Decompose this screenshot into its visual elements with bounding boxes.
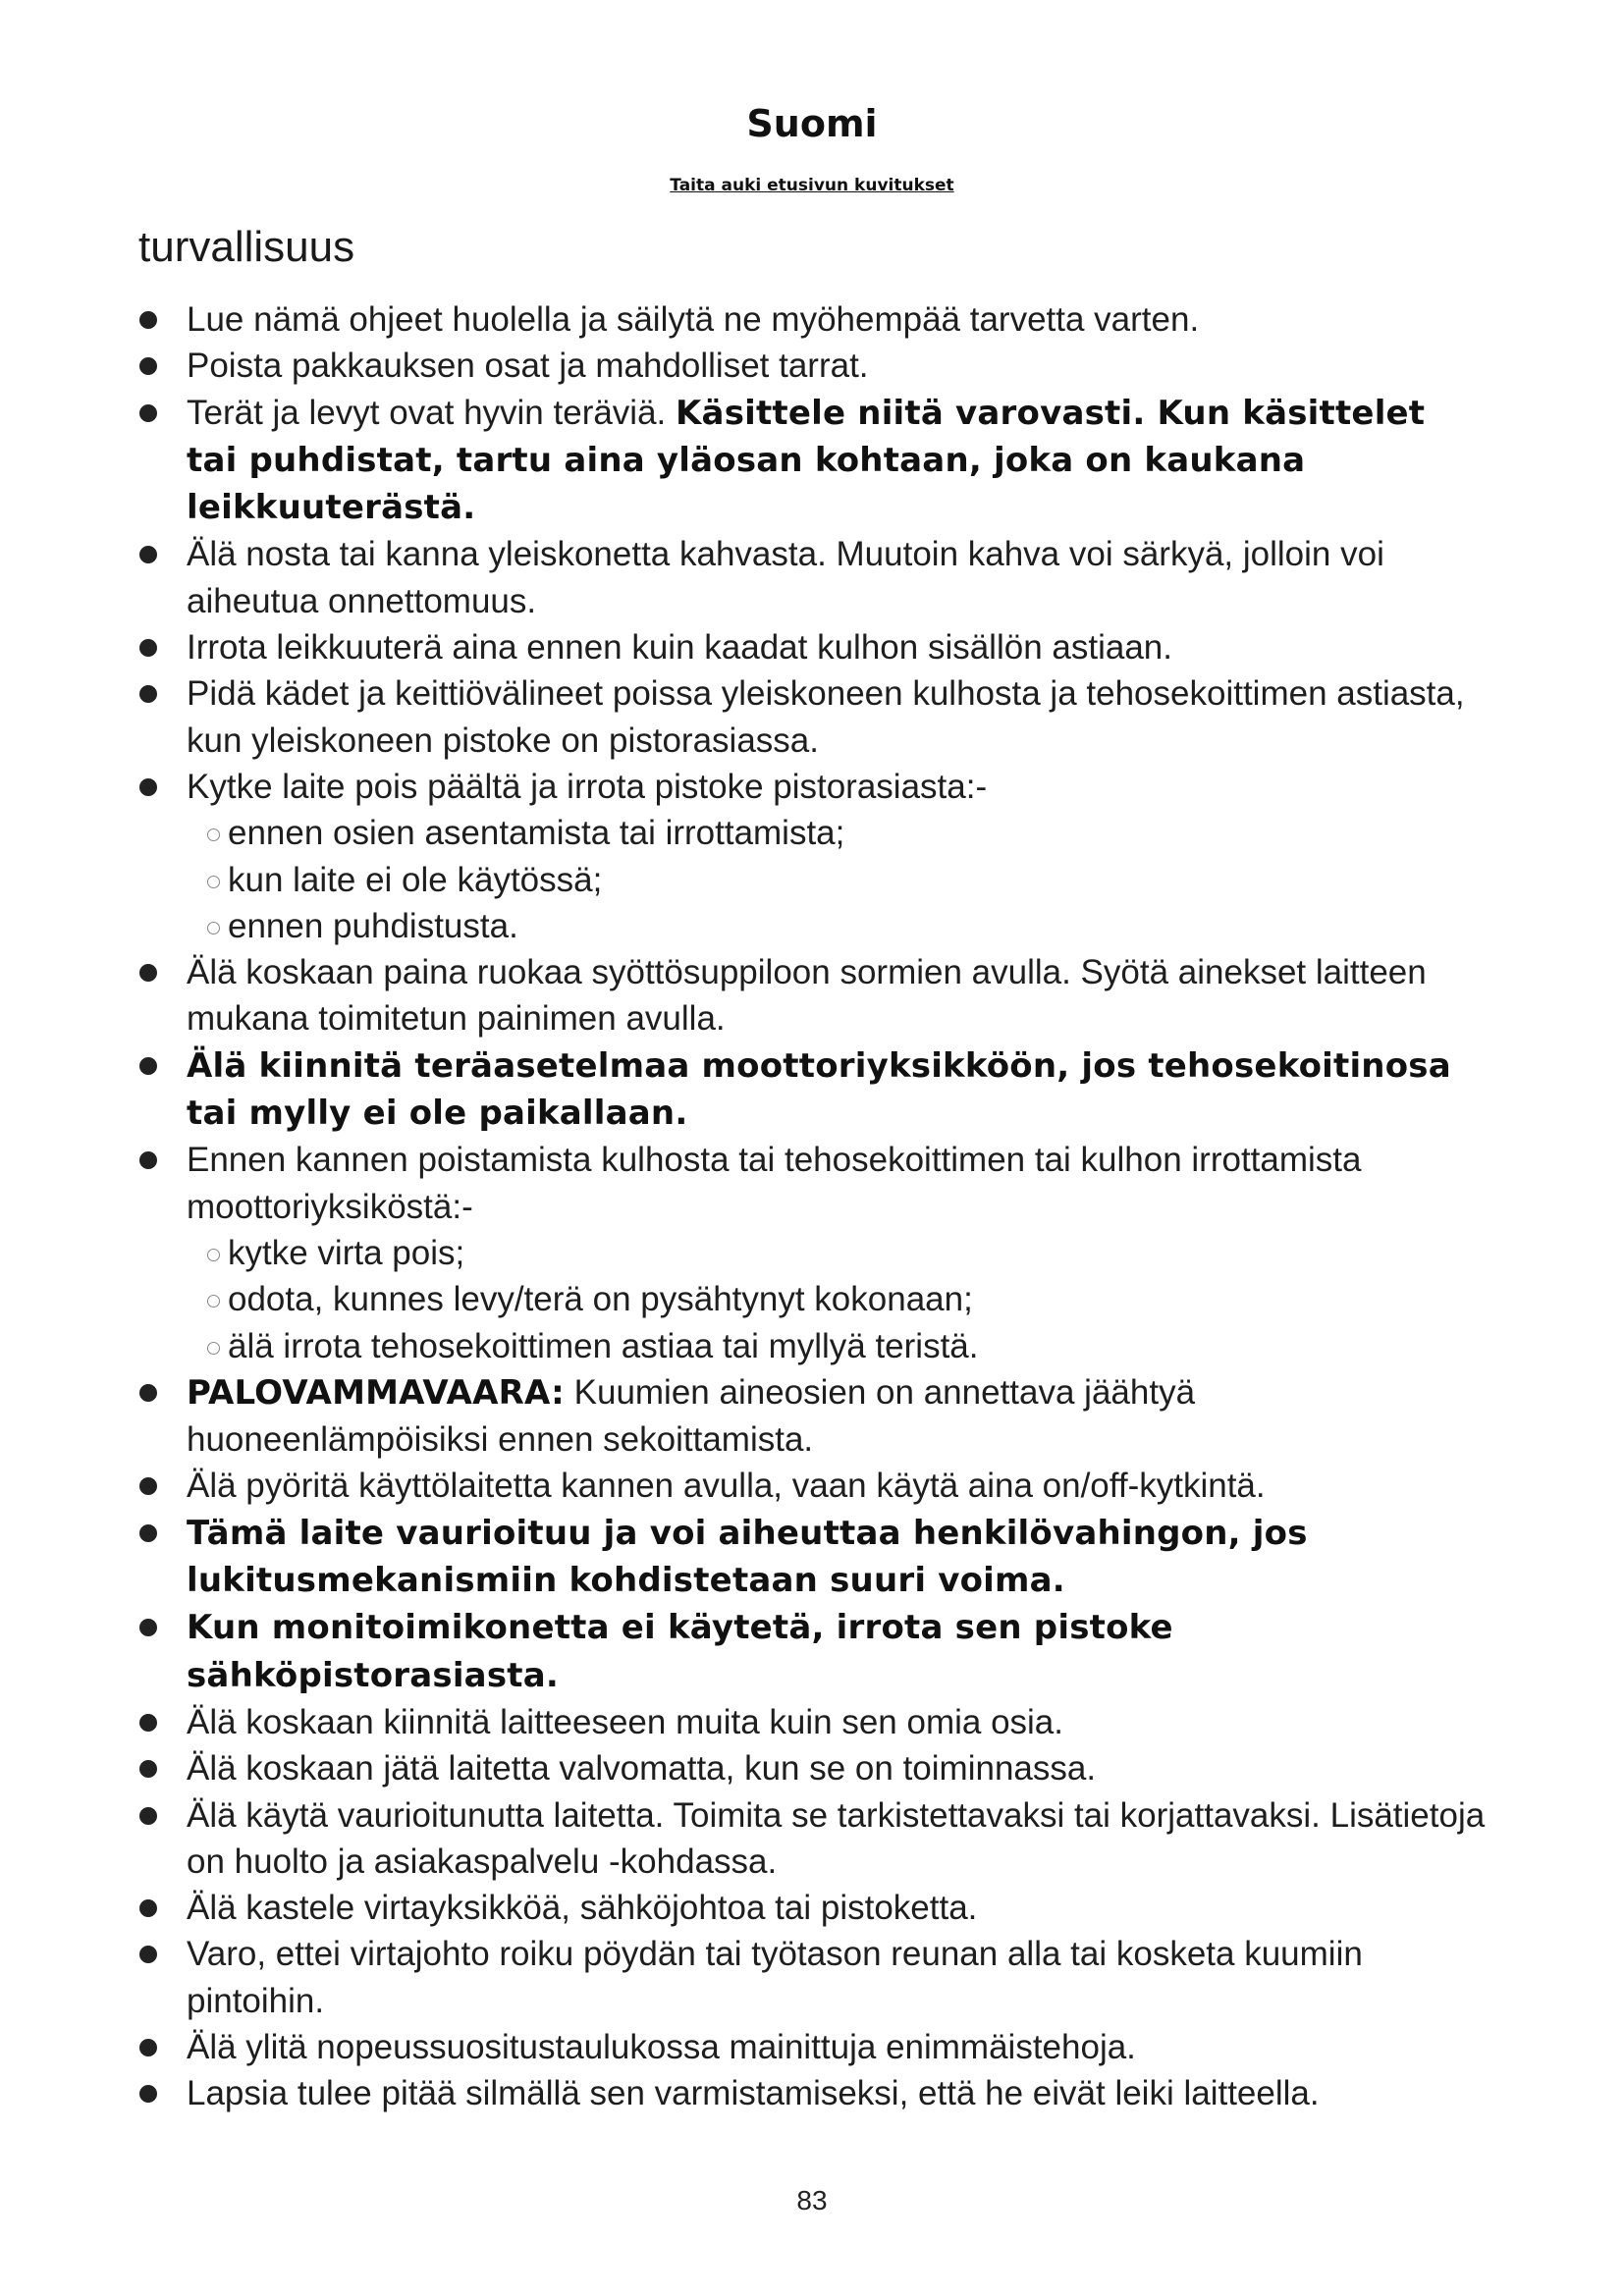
bullet-icon [139, 964, 157, 982]
bullet-icon [139, 2085, 157, 2103]
list-item [0, 1931, 1624, 2024]
bullet-icon [139, 1899, 157, 1917]
bullet-icon [139, 2039, 157, 2056]
list-item [0, 1137, 1624, 1230]
item-text: Terät ja levyt ovat hyvin teräviä. [187, 393, 676, 432]
list-item [0, 343, 1624, 389]
bullet-icon [139, 1946, 157, 1963]
bullet-icon [139, 1619, 157, 1636]
list-item [0, 2024, 1624, 2070]
item-text: Lapsia tulee pitää silmällä sen varmistamiseksi, että he eivät leiki laitteella. [187, 2074, 1320, 2113]
bullet-icon [139, 1760, 157, 1778]
list-item [0, 1604, 1624, 1699]
bullet-icon [139, 1384, 157, 1402]
sub-bullet-icon [207, 1295, 220, 1308]
safety-list [0, 296, 1624, 2117]
list-item [0, 1369, 1624, 1464]
list-item [0, 390, 1624, 532]
list-item [0, 1463, 1624, 1509]
item-text: Älä käytä vaurioitunutta laitetta. Toimita se tarkistettavaksi tai korjattavaksi. Lisätietoja on huolto ja asiakaspalvelu -kohdassa. [187, 1795, 1486, 1881]
sub-item-text: kun laite ei ole käytössä; [228, 860, 603, 899]
sub-list-item [0, 1323, 1624, 1369]
sub-bullet-icon [207, 1249, 220, 1261]
item-text: Poista pakkauksen osat ja mahdolliset tarrat. [187, 347, 869, 386]
emphasis-text: Tämä laite vaurioituu ja voi aiheuttaa henkilövahingon, jos lukitusmekanismiin kohdistetaan suuri voima. [187, 1513, 1308, 1601]
list-item [0, 296, 1624, 343]
item-text: Kytke laite pois päältä ja irrota pistoke pistorasiasta:- [187, 767, 988, 806]
page-number: 83 [796, 2185, 828, 2216]
item-text: Lue nämä ohjeet huolella ja säilytä ne myöhempää tarvetta varten. [187, 300, 1200, 339]
section-heading: turvallisuus [138, 223, 355, 271]
item-text: Älä koskaan jätä laitetta valvomatta, kun se on toiminnassa. [187, 1749, 1097, 1789]
item-text: Älä pyöritä käyttölaitetta kannen avulla, vaan käytä aina on/off-kytkintä. [187, 1467, 1266, 1506]
list-item [0, 764, 1624, 810]
page-title: Suomi [746, 102, 878, 145]
bullet-icon [139, 546, 157, 563]
sub-item-text: kytke virta pois; [228, 1233, 465, 1272]
list-item [0, 1510, 1624, 1605]
bullet-icon [139, 1151, 157, 1169]
fold-out-instruction: Taita auki etusivun kuvitukset [670, 176, 954, 195]
bullet-icon [139, 1807, 157, 1825]
emphasis-text: PALOVAMMAVAARA: [187, 1372, 565, 1413]
item-text: Irrota leikkuuterä aina ennen kuin kaadat kulhon sisällön astiaan. [187, 628, 1172, 667]
sub-bullet-icon [207, 876, 220, 888]
emphasis-text: Kun monitoimikonetta ei käytetä, irrota sen pistoke sähköpistorasiasta. [187, 1608, 1173, 1695]
list-item [0, 1745, 1624, 1791]
list-item [0, 1885, 1624, 1931]
item-text: Pidä kädet ja keittiövälineet poissa yleiskoneen kulhosta ja tehosekoittimen astiasta, kun yleiskoneen pistoke on pistorasiassa. [187, 674, 1465, 760]
bullet-icon [139, 1714, 157, 1732]
list-item [0, 1042, 1624, 1138]
list-item [0, 670, 1624, 764]
item-text: Älä koskaan kiinnitä laitteeseen muita kuin sen omia osia. [187, 1702, 1063, 1741]
sub-item-text: ennen puhdistusta. [228, 906, 518, 945]
bullet-icon [139, 639, 157, 657]
item-text: Älä ylitä nopeussuositustaulukossa mainittuja enimmäistehoja. [187, 2027, 1136, 2066]
sub-list-item [0, 903, 1624, 949]
item-text: Varo, ettei virtajohto roiku pöydän tai työtason reunan alla tai kosketa kuumiin pintoihin. [187, 1935, 1363, 2020]
emphasis-text: Älä kiinnitä teräasetelmaa moottoriyksikköön, jos tehosekoitinosa tai mylly ei ole paikallaan. [187, 1045, 1451, 1134]
list-item [0, 531, 1624, 624]
emphasis-text: Käsittele niitä varovasti. Kun käsittelet tai puhdistat, tartu aina yläosan kohtaan, joka on kaukana leikkuuterästä. [187, 393, 1426, 528]
item-text: Ennen kannen poistamista kulhosta tai tehosekoittimen tai kulhon irrottamista moottoriyksiköstä:- [187, 1141, 1362, 1226]
bullet-icon [139, 404, 157, 422]
sub-list-item [0, 810, 1624, 856]
list-item [0, 1699, 1624, 1745]
bullet-icon [139, 311, 157, 329]
bullet-icon [139, 1524, 157, 1542]
sub-bullet-icon [207, 1342, 220, 1355]
sub-item-text: odota, kunnes levy/terä on pysähtynyt kokonaan; [228, 1280, 973, 1319]
sub-list-item [0, 1276, 1624, 1322]
item-text: Älä koskaan paina ruokaa syöttösuppiloon sormien avulla. Syötä ainekset laitteen mukana toimitetun painimen avulla. [187, 953, 1427, 1039]
sub-list-item [0, 1230, 1624, 1276]
bullet-icon [139, 685, 157, 703]
list-item [0, 2070, 1624, 2116]
bullet-icon [139, 357, 157, 375]
list-item [0, 624, 1624, 670]
list-item [0, 949, 1624, 1042]
bullet-icon [139, 1057, 157, 1075]
bullet-icon [139, 1477, 157, 1495]
item-text: Älä kastele virtayksikköä, sähköjohtoa tai pistoketta. [187, 1889, 978, 1928]
sub-item-text: ennen osien asentamista tai irrottamista; [228, 814, 845, 853]
list-item [0, 1792, 1624, 1886]
sub-item-text: älä irrota tehosekoittimen astiaa tai myllyä teristä. [228, 1326, 979, 1365]
bullet-icon [139, 778, 157, 796]
sub-bullet-icon [207, 922, 220, 934]
item-text: Kuumien aineosien on annettava jäähtyä huoneenlämpöisiksi ennen sekoittamista. [187, 1372, 1196, 1460]
sub-list-item [0, 857, 1624, 903]
sub-bullet-icon [207, 828, 220, 841]
item-text: Älä nosta tai kanna yleiskonetta kahvasta. Muutoin kahva voi särkyä, jolloin voi aiheutua onnettomuus. [187, 535, 1384, 620]
